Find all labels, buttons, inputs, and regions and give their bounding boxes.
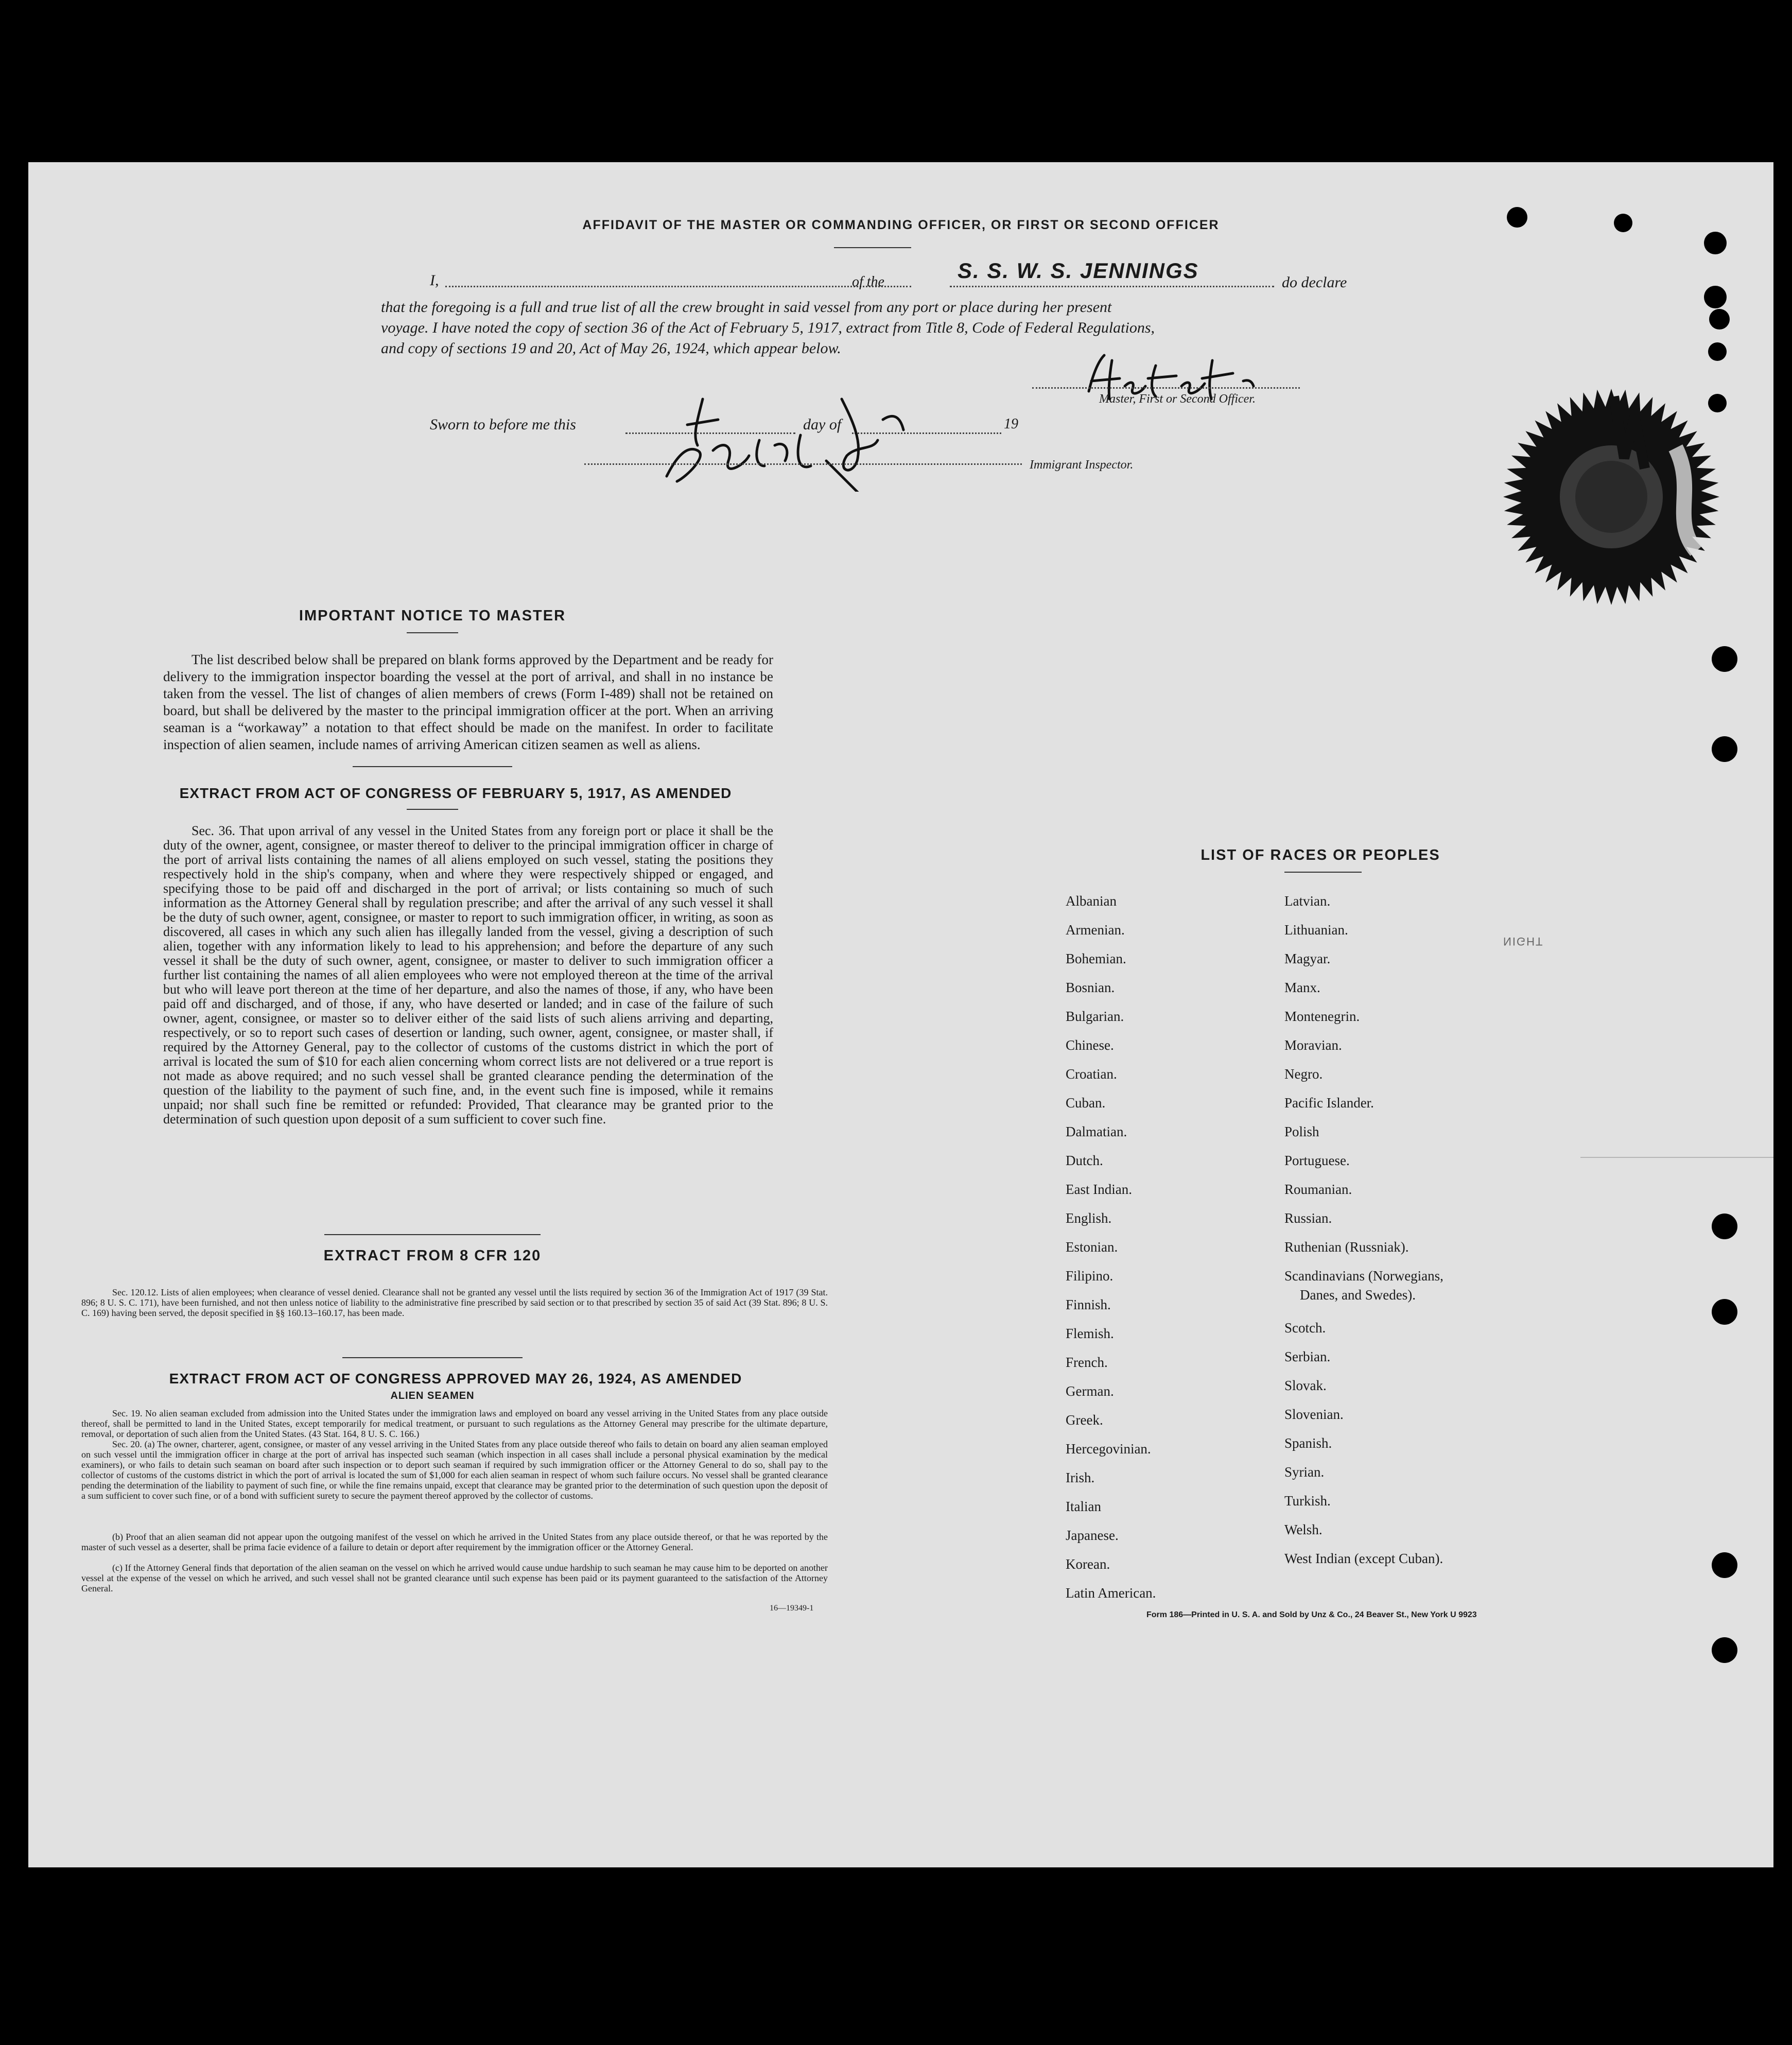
race-item-right: Serbian. [1284,1349,1331,1364]
act-1917-rule [407,809,458,810]
affidavit-do-declare: do declare [1282,274,1347,291]
race-item-left: French. [1066,1355,1108,1370]
punch-hole [1708,394,1727,412]
race-item-right: Pacific Islander. [1284,1095,1374,1111]
cfr-title: EXTRACT FROM 8 CFR 120 [323,1247,542,1264]
act-1924-sec20a: Sec. 20. (a) The owner, charterer, agent, consignee, or master of any vessel arriving in the United States from any place outside thereof who fails to detain on board any alien seaman employed on such vessel until the immigration officer in charge at the port of arrival has inspected such seaman (which inspection in all cases shall include a personal physical examination by the medical examiners), or who fails to detain such seaman on board after such inspection or to deport such seaman if required by such immigration officer or the Attorney General to do so, shall pay to the collector of customs of the customs district in which the port of arrival is located the sum of $1,000 for each alien seaman in respect of whom such failure occurs. No vessel shall be granted clearance pending the determination of the liability to payment of such fine, or while the fine remains unpaid, except that clearance may be granted prior to the determination of such question upon the deposit of a sum sufficient to cover such fine, or of a bond with sufficient surety to secure the payment thereof approved by the collector of customs. [81,1439,828,1501]
form-footer: Form 186—Printed in U. S. A. and Sold by Unz & Co., 24 Beaver St., New York U 9923 [1146,1610,1477,1619]
race-item-right: Russian. [1284,1210,1332,1226]
race-item-left: Croatian. [1066,1066,1117,1082]
race-item-right: Manx. [1284,980,1320,995]
act-1924-subtitle: ALIEN SEAMEN [390,1390,475,1401]
cfr-text: Sec. 120.12. Lists of alien employees; when clearance of vessel denied. Clearance shall not be granted any vessel until the lists required by section 36 of the Immigration Act of 1917 (39 Stat. 896; 8 U. S. C. 171), have been furnished, and not then unless notice of liability to the administrative fine prescribed by said section or to that prescribed by section 35 of said Act (39 Stat. 896; 8 U. S. C. 169) having been served, the deposit specified in §§ 160.13–160.17, has been made. [81,1287,828,1318]
race-item-left: Chinese. [1066,1037,1114,1053]
race-item-left: Irish. [1066,1470,1095,1485]
race-item-right: Slovak. [1284,1378,1327,1393]
title-rule [834,247,911,248]
punch-hole [1712,1637,1737,1663]
affidavit-title: AFFIDAVIT OF THE MASTER OR COMMANDING OFFICER, OR FIRST OR SECOND OFFICER [582,218,1220,232]
race-item-right: Slovenian. [1284,1407,1344,1422]
race-item-right: Turkish. [1284,1493,1331,1509]
inspector-signature [656,389,945,492]
notice-rule [407,632,458,633]
punch-hole [1709,309,1730,330]
race-item-left: Finnish. [1066,1297,1111,1312]
vessel-name: S. S. W. S. JENNINGS [958,258,1199,283]
name-line[interactable] [445,286,911,287]
act-1924-title: EXTRACT FROM ACT OF CONGRESS APPROVED MAY 26, 1924, AS AMENDED [169,1371,742,1387]
master-line [1032,387,1300,389]
race-item-right: Syrian. [1284,1464,1325,1480]
race-item-right: Roumanian. [1284,1182,1352,1197]
race-item-left: Korean. [1066,1556,1110,1572]
form-code: 16—19349-1 [770,1604,814,1613]
race-item-left: Dalmatian. [1066,1124,1127,1139]
day-of-text: day of [803,416,842,433]
race-item-left: Flemish. [1066,1326,1114,1341]
race-item-right: Moravian. [1284,1037,1342,1053]
race-item-left: East Indian. [1066,1182,1132,1197]
inspector-label: Immigrant Inspector. [1030,458,1134,472]
punch-hole [1712,736,1737,762]
act-1917-end-rule [324,1234,541,1235]
punch-hole [1614,214,1632,232]
race-item-right: West Indian (except Cuban). [1284,1551,1443,1566]
notary-seal [1501,386,1748,608]
race-item-right: Scotch. [1284,1320,1326,1336]
race-item-left: Filipino. [1066,1268,1114,1284]
race-item-left: Albanian [1066,893,1117,909]
race-item-left: Japanese. [1066,1528,1119,1543]
race-item-left: Cuban. [1066,1095,1106,1111]
notice-title: IMPORTANT NOTICE TO MASTER [299,608,566,624]
race-item-left: Latin American. [1066,1585,1156,1601]
race-item-left: Bulgarian. [1066,1009,1124,1024]
race-item-left: Bosnian. [1066,980,1115,995]
punch-hole [1712,646,1737,672]
punch-hole [1712,1552,1737,1578]
cfr-end-rule [342,1357,523,1358]
race-item-right: Montenegrin. [1284,1009,1360,1024]
fold-line [1580,1157,1773,1158]
master-label: Master, First or Second Officer. [1099,392,1256,406]
race-item-right: Polish [1284,1124,1319,1139]
race-right-extra: Danes, and Swedes). [1300,1287,1416,1303]
races-title: LIST OF RACES OR PEOPLES [1201,847,1440,863]
punch-hole [1708,342,1727,361]
affidavit-i: I, [430,272,439,289]
document-page [28,162,1773,1867]
act-1917-text: Sec. 36. That upon arrival of any vessel in the United States from any foreign port or place it shall be the duty of the owner, agent, consignee, or master thereof to deliver to the principal immigration officer in charge of the port of arrival lists containing the names of all aliens employed on such vessel, stating the positions they respectively hold in the ship's company, when and where they were respectively shipped or engaged, and specifying those to be paid off and discharged in the port of arrival; or lists containing so much of such information as the Attorney General shall by regulation prescribe; and after the arrival of any such vessel it shall be the duty of such owner, agent, consignee, or master to report to such immigration officer, in writing, as soon as discovered, all cases in which any such alien has illegally landed from the vessel, giving a description of such alien, together with any information likely to lead to his apprehension; and before the departure of any such vessel it shall be the duty of such owner, agent, consignee, or master to deliver to such immigration officer a further list containing the names of all alien employees who were not employed thereon at the time of the arrival but who will leave port thereon at the time of her departure, and also the names of those, if any, who have been paid off and discharged, and of those, if any, who have deserted or landed; and in case of the failure of such owner, agent, consignee, or master so to deliver either of the said lists of such aliens arriving and departing, respectively, or so to report such cases of desertion or landing, such owner, agent, consignee, or master shall, if required by the Attorney General, pay to the collector of customs of the customs district in which the port of arrival is located the sum of $10 for each alien concerning whom correct lists are not delivered or a true report is not made as above required; and no such vessel shall be granted clearance pending the determination of the question of the liability to the payment of such fine, and, in the event such fine is imposed, while it remains unpaid; nor shall such fine be remitted or refunded: Provided, That clearance may be granted prior to the determination of such question upon deposit of a sum sufficient to cover such fine. [163,823,773,1127]
faint-stamp: NIGHT [1503,935,1544,948]
year-prefix: 19 [1004,416,1018,432]
race-item-left: Italian [1066,1499,1101,1514]
race-item-right: Welsh. [1284,1522,1323,1537]
race-item-right: Latvian. [1284,893,1331,909]
race-item-right: Negro. [1284,1066,1323,1082]
race-item-right: Magyar. [1284,951,1331,966]
vessel-line [950,286,1274,287]
race-item-right: Spanish. [1284,1435,1332,1451]
act-1924-sec20b: (b) Proof that an alien seaman did not appear upon the outgoing manifest of the vessel on which he arrived in the United States from any place outside thereof, or that he was reported by the master of such vessel as a deserter, shall be prima facie evidence of a failure to detain or deport after requirement by the immigration officer or the Attorney General. [81,1532,828,1552]
race-item-left: Bohemian. [1066,951,1126,966]
punch-hole [1704,286,1727,308]
affidavit-line-2: voyage. I have noted the copy of section 36 of the Act of February 5, 1917, extract from Title 8, Code of Federal Regulations, [381,319,1155,336]
act-1924-sec19: Sec. 19. No alien seaman excluded from admission into the United States under the immigration laws and employed on board any vessel arriving in the United States from any place outside thereof, shall be permitted to land in the United States, except temporarily for medical treatment, or pursuant to such regulations as the Attorney General may prescribe for the ultimate departure, removal, or deportation of such alien from the United States. (43 Stat. 164, 8 U. S. C. 166.) [81,1408,828,1439]
race-item-left: English. [1066,1210,1112,1226]
sworn-text: Sworn to before me this [430,416,576,433]
punch-hole [1712,1299,1737,1325]
punch-hole [1704,232,1727,254]
affidavit-line-3: and copy of sections 19 and 20, Act of May 26, 1924, which appear below. [381,340,841,357]
race-item-left: Greek. [1066,1412,1103,1428]
races-rule [1284,872,1362,873]
race-item-right: Ruthenian (Russniak). [1284,1239,1409,1255]
race-item-left: German. [1066,1383,1114,1399]
affidavit-line-1: that the foregoing is a full and true list of all the crew brought in said vessel from any port or place during her present [381,299,1112,316]
race-item-left: Hercegovinian. [1066,1441,1151,1457]
race-item-right: Lithuanian. [1284,922,1348,938]
race-item-right: Portuguese. [1284,1153,1350,1168]
punch-hole [1712,1214,1737,1239]
race-item-left: Estonian. [1066,1239,1118,1255]
race-item-left: Armenian. [1066,922,1125,938]
notice-text: The list described below shall be prepared on blank forms approved by the Department and be ready for delivery to the immigration inspector boarding the vessel at the port of arrival, and shall in no instance be taken from the vessel. The list of changes of alien members of crews (Form I-489) shall not be retained on board, but shall be delivered by the master to the principal immigration officer at the port. When an arriving seaman is a “workaway” a notation to that effect should be made on the manifest. In order to facilitate inspection of alien seamen, include names of arriving American citizen seamen as well as aliens. [163,652,773,752]
act-1924-sec20c: (c) If the Attorney General finds that deportation of the alien seaman on the vessel on which he arrived would cause undue hardship to such seaman he may cause him to be deported on another vessel at the expense of the vessel on which he arrived, and such vessel shall not be granted clearance until such expense has been paid or its payment guaranteed to the satisfaction of the Attorney General. [81,1563,828,1593]
act-1917-title: EXTRACT FROM ACT OF CONGRESS OF FEBRUARY 5, 1917, AS AMENDED [179,785,732,801]
affidavit-of-the: of the [852,274,884,290]
notice-end-rule [353,766,512,767]
race-item-left: Dutch. [1066,1153,1103,1168]
punch-hole [1507,207,1527,228]
race-item-right: Scandinavians (Norwegians, [1284,1268,1443,1284]
inspector-line [584,463,1022,465]
